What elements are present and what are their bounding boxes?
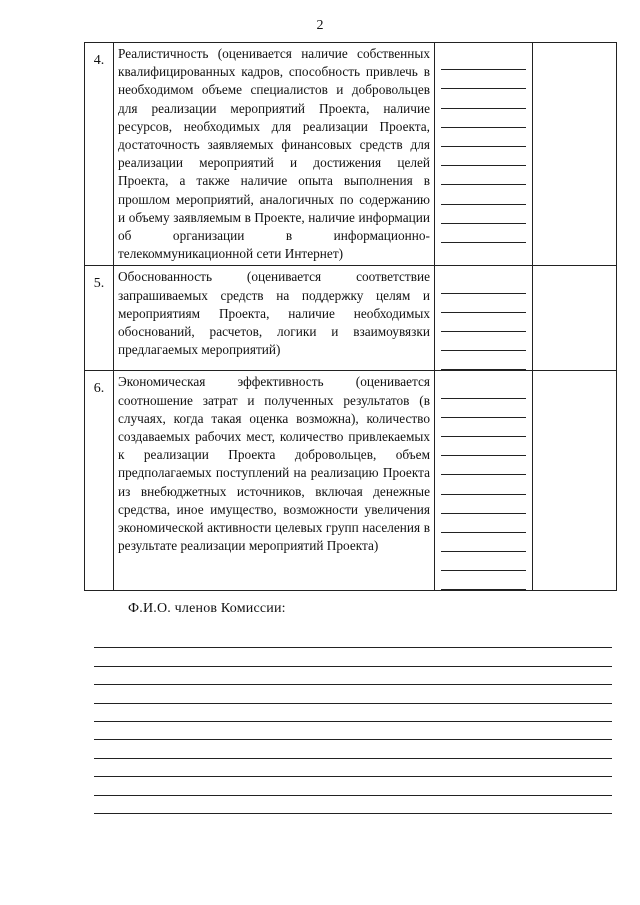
score-blank-line bbox=[441, 456, 526, 475]
score-blank-line bbox=[441, 147, 526, 166]
notes-cell bbox=[533, 43, 617, 266]
score-blank-line bbox=[441, 437, 526, 456]
criteria-row-6 bbox=[85, 371, 617, 591]
score-blank-line bbox=[441, 185, 526, 204]
score-blank-line bbox=[441, 313, 526, 332]
score-blank-line bbox=[441, 571, 526, 590]
page-number: 2 bbox=[316, 18, 324, 33]
evaluation-criteria-table bbox=[84, 42, 617, 591]
signature-line bbox=[94, 685, 612, 703]
criterion-description bbox=[114, 43, 435, 266]
signature-line bbox=[94, 630, 612, 648]
row-number: 5. bbox=[85, 266, 114, 371]
score-blank-line bbox=[441, 274, 526, 293]
score-blank-line bbox=[441, 128, 526, 147]
score-blank-line bbox=[441, 332, 526, 351]
score-cell bbox=[435, 43, 533, 266]
score-blank-line bbox=[441, 533, 526, 552]
signature-line bbox=[94, 796, 612, 814]
signature-line bbox=[94, 759, 612, 777]
commission-members-title: Ф.И.О. членов Комиссии: bbox=[128, 601, 286, 616]
score-blank-line bbox=[441, 418, 526, 437]
score-blank-line bbox=[441, 379, 526, 398]
criterion-description bbox=[114, 371, 435, 591]
signature-line bbox=[94, 704, 612, 722]
score-cell bbox=[435, 371, 533, 591]
row-number: 6. bbox=[85, 371, 114, 591]
criteria-row-4 bbox=[85, 43, 617, 266]
score-blank-line bbox=[441, 205, 526, 224]
score-blank-line bbox=[441, 109, 526, 128]
notes-cell bbox=[533, 266, 617, 371]
signature-lines bbox=[94, 630, 612, 814]
criterion-text: Обоснованность (оценивается соответствие запрашиваемых средств на поддержку целям и мероприятиям Проекта, наличие необходимых обоснований, расчетов, логики и взаимоувязки предлагаемых мероприятий) bbox=[118, 269, 430, 358]
criterion-text: Реалистичность (оценивается наличие собственных квалифицированных кадров, способность привлечь в необходимом объеме специалистов и добровольцев для реализации мероприятий Проекта, наличие ресурсов, необходимых для реализации Проекта, достаточность заявляемых финансовых средств для реализации мероприятий и достижения целей Проекта, а также наличие опыта выполнения в прошлом мероприятий, аналогичных по содержанию и объему заявляемым в Проекте, наличие информации об организации в информационно-телекоммуникационной сети Интернет) bbox=[118, 46, 430, 262]
criterion-text: Экономическая эффективность (оценивается соотношение затрат и полученных результатов (в случаях, когда такая оценка возможна), количество создаваемых рабочих мест, количество привлекаемых к реализации Проекта добровольцев, объем предполагаемых поступлений на реализацию Проекта из внебюджетных источников, включая денежные средства, иное имущество, возможности увеличения экономической активности целевых групп населения в результате реализации мероприятий Проекта) bbox=[118, 374, 430, 554]
signature-line bbox=[94, 722, 612, 740]
score-blank-line bbox=[441, 89, 526, 108]
score-blank-line bbox=[441, 166, 526, 185]
score-blank-line bbox=[441, 514, 526, 533]
signature-line bbox=[94, 667, 612, 685]
score-blank-line bbox=[441, 495, 526, 514]
signature-line bbox=[94, 777, 612, 795]
signature-line bbox=[94, 648, 612, 666]
score-blank-line bbox=[441, 552, 526, 571]
score-blank-line bbox=[441, 399, 526, 418]
score-blank-line bbox=[441, 51, 526, 70]
row-number: 4. bbox=[85, 43, 114, 266]
score-blank-line bbox=[441, 475, 526, 494]
criterion-description bbox=[114, 266, 435, 371]
score-blank-line bbox=[441, 351, 526, 370]
score-lines bbox=[435, 266, 532, 370]
score-blank-line bbox=[441, 70, 526, 89]
score-cell bbox=[435, 266, 533, 371]
criteria-row-5 bbox=[85, 266, 617, 371]
score-blank-line bbox=[441, 294, 526, 313]
signature-line bbox=[94, 740, 612, 758]
score-lines bbox=[435, 371, 532, 590]
score-blank-line bbox=[441, 224, 526, 243]
notes-cell bbox=[533, 371, 617, 591]
score-lines bbox=[435, 43, 532, 243]
